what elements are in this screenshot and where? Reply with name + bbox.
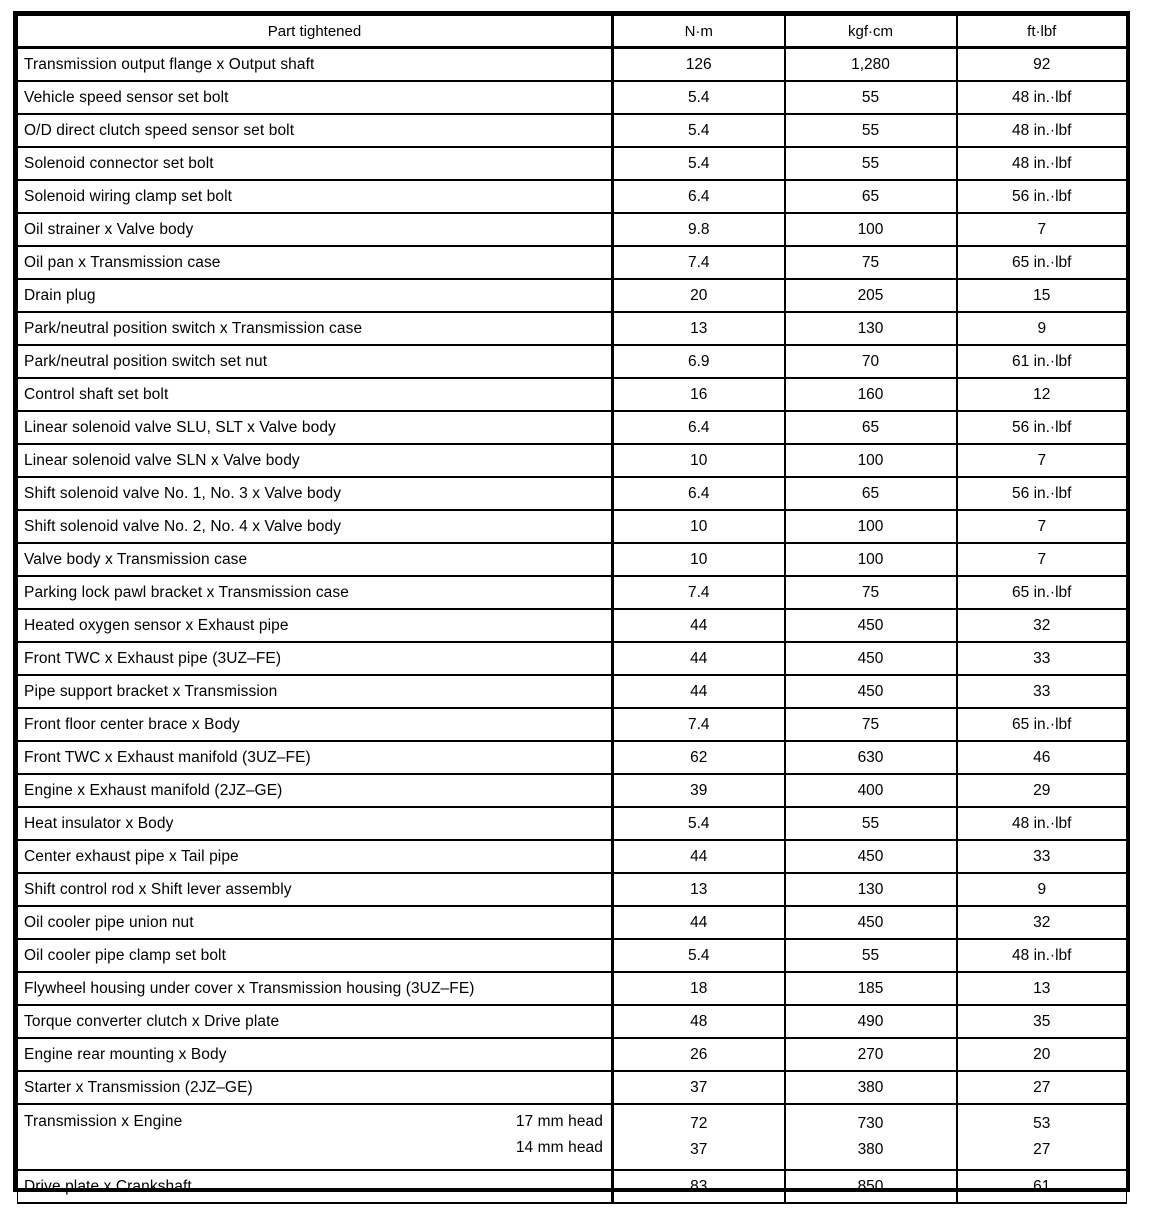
ft-cell: 65 in.·lbf	[957, 246, 1127, 279]
engine-row-part: Transmission x Engine	[24, 1113, 183, 1130]
table-row	[18, 906, 1127, 939]
table-row	[18, 807, 1127, 840]
kgf-cell: 100	[785, 543, 957, 576]
kgf-cell: 55	[785, 939, 957, 972]
ft-cell: 12	[957, 378, 1127, 411]
nm-cell: 6.4	[613, 180, 785, 213]
kgf-cell: 55	[785, 807, 957, 840]
table-row	[18, 840, 1127, 873]
nm-cell: 6.4	[613, 411, 785, 444]
ft-cell: 48 in.·lbf	[957, 114, 1127, 147]
table-row	[18, 246, 1127, 279]
ft-cell: 56 in.·lbf	[957, 411, 1127, 444]
ft-cell: 13	[957, 972, 1127, 1005]
nm-cell	[613, 1104, 785, 1170]
part-cell: Starter x Transmission (2JZ–GE)	[18, 1071, 613, 1104]
nm-cell: 18	[613, 972, 785, 1005]
part-cell: Shift solenoid valve No. 2, No. 4 x Valve body	[18, 510, 613, 543]
ft-cell: 61	[957, 1170, 1127, 1203]
kgf-cell	[785, 1104, 957, 1170]
table-row	[18, 1005, 1127, 1038]
ft-cell: 7	[957, 213, 1127, 246]
kgf-cell: 55	[785, 114, 957, 147]
ft-cell: 48 in.·lbf	[957, 147, 1127, 180]
nm-cell: 20	[613, 279, 785, 312]
ft-cell: 56 in.·lbf	[957, 180, 1127, 213]
kgf-cell: 850	[785, 1170, 957, 1203]
nm-cell: 44	[613, 642, 785, 675]
ft-14mm: 27	[1033, 1141, 1051, 1158]
kgf-cell: 100	[785, 444, 957, 477]
nm-cell: 5.4	[613, 939, 785, 972]
table-row	[18, 675, 1127, 708]
nm-cell: 5.4	[613, 147, 785, 180]
nm-cell: 7.4	[613, 246, 785, 279]
table-row	[18, 1038, 1127, 1071]
nm-cell: 16	[613, 378, 785, 411]
part-cell: Front TWC x Exhaust manifold (3UZ–FE)	[18, 741, 613, 774]
table-row	[18, 1170, 1127, 1203]
kgf-cell: 450	[785, 906, 957, 939]
nm-cell: 48	[613, 1005, 785, 1038]
part-cell: Solenoid connector set bolt	[18, 147, 613, 180]
part-cell: Drive plate x Crankshaft	[18, 1170, 613, 1203]
nm-17mm: 72	[690, 1115, 708, 1132]
part-cell: Park/neutral position switch set nut	[18, 345, 613, 378]
table-row	[18, 873, 1127, 906]
kgf-cell: 130	[785, 873, 957, 906]
ft-cell: 48 in.·lbf	[957, 807, 1127, 840]
part-cell: Engine x Exhaust manifold (2JZ–GE)	[18, 774, 613, 807]
table-row	[18, 1071, 1127, 1104]
ft-cell: 9	[957, 873, 1127, 906]
ft-cell: 32	[957, 609, 1127, 642]
ft-cell: 56 in.·lbf	[957, 477, 1127, 510]
nm-cell: 5.4	[613, 807, 785, 840]
sub-label-14mm: 14 mm head	[515, 1139, 603, 1156]
nm-cell: 44	[613, 675, 785, 708]
kgf-cell: 65	[785, 477, 957, 510]
table-row	[18, 81, 1127, 114]
table-row	[18, 213, 1127, 246]
part-cell: Oil cooler pipe union nut	[18, 906, 613, 939]
part-cell: Vehicle speed sensor set bolt	[18, 81, 613, 114]
nm-cell: 44	[613, 906, 785, 939]
ft-cell: 27	[957, 1071, 1127, 1104]
table-row	[18, 576, 1127, 609]
kgf-cell: 450	[785, 675, 957, 708]
part-cell: Drain plug	[18, 279, 613, 312]
ft-cell: 33	[957, 840, 1127, 873]
kgf-cell: 205	[785, 279, 957, 312]
part-cell: Heat insulator x Body	[18, 807, 613, 840]
table-row	[18, 114, 1127, 147]
ft-cell: 33	[957, 642, 1127, 675]
nm-cell: 13	[613, 873, 785, 906]
part-cell: Oil pan x Transmission case	[18, 246, 613, 279]
table-row	[18, 741, 1127, 774]
part-cell: Shift solenoid valve No. 1, No. 3 x Valve body	[18, 477, 613, 510]
ft-cell: 7	[957, 510, 1127, 543]
ft-cell: 7	[957, 543, 1127, 576]
ft-cell: 20	[957, 1038, 1127, 1071]
torque-spec-table	[17, 15, 1127, 1204]
table-row	[18, 642, 1127, 675]
table-body	[18, 48, 1127, 1204]
part-cell: Oil strainer x Valve body	[18, 213, 613, 246]
ft-cell: 48 in.·lbf	[957, 939, 1127, 972]
ft-cell: 35	[957, 1005, 1127, 1038]
part-cell: Front TWC x Exhaust pipe (3UZ–FE)	[18, 642, 613, 675]
table-row	[18, 444, 1127, 477]
ft-cell: 92	[957, 48, 1127, 82]
kgf-cell: 55	[785, 147, 957, 180]
table-row	[18, 477, 1127, 510]
part-cell: Control shaft set bolt	[18, 378, 613, 411]
kgf-cell: 75	[785, 576, 957, 609]
ft-cell: 32	[957, 906, 1127, 939]
nm-cell: 44	[613, 840, 785, 873]
part-cell	[18, 1104, 613, 1170]
table-header-row	[18, 16, 1127, 48]
kgf-cell: 100	[785, 213, 957, 246]
table-row	[18, 939, 1127, 972]
kgf-cell: 450	[785, 840, 957, 873]
kgf-cell: 380	[785, 1071, 957, 1104]
part-cell: Center exhaust pipe x Tail pipe	[18, 840, 613, 873]
nm-cell: 9.8	[613, 213, 785, 246]
ft-cell: 65 in.·lbf	[957, 708, 1127, 741]
kgf-cell: 270	[785, 1038, 957, 1071]
part-cell: O/D direct clutch speed sensor set bolt	[18, 114, 613, 147]
header-part-tightened: Part tightened	[18, 16, 613, 48]
part-cell: Parking lock pawl bracket x Transmission case	[18, 576, 613, 609]
part-cell: Park/neutral position switch x Transmission case	[18, 312, 613, 345]
sub-label-17mm: 17 mm head	[515, 1113, 603, 1130]
table-row	[18, 378, 1127, 411]
kgf-cell: 630	[785, 741, 957, 774]
table-row	[18, 411, 1127, 444]
kgf-cell: 160	[785, 378, 957, 411]
ft-17mm: 53	[1033, 1115, 1051, 1132]
header-ftlbf: ft·lbf	[957, 16, 1127, 48]
nm-cell: 7.4	[613, 576, 785, 609]
table-row-transmission-engine	[18, 1104, 1127, 1170]
table-row	[18, 279, 1127, 312]
part-cell: Linear solenoid valve SLN x Valve body	[18, 444, 613, 477]
kgf-cell: 70	[785, 345, 957, 378]
header-nm: N·m	[613, 16, 785, 48]
table-row	[18, 312, 1127, 345]
nm-cell: 44	[613, 609, 785, 642]
ft-cell: 9	[957, 312, 1127, 345]
kgf-cell: 1,280	[785, 48, 957, 82]
nm-cell: 7.4	[613, 708, 785, 741]
part-cell: Oil cooler pipe clamp set bolt	[18, 939, 613, 972]
kgf-cell: 450	[785, 642, 957, 675]
nm-cell: 62	[613, 741, 785, 774]
nm-cell: 83	[613, 1170, 785, 1203]
part-cell: Valve body x Transmission case	[18, 543, 613, 576]
ft-cell	[957, 1104, 1127, 1170]
torque-spec-table-frame	[13, 11, 1130, 1195]
kgf-cell: 450	[785, 609, 957, 642]
nm-14mm: 37	[690, 1141, 708, 1158]
nm-cell: 39	[613, 774, 785, 807]
nm-cell: 5.4	[613, 114, 785, 147]
nm-cell: 10	[613, 444, 785, 477]
nm-cell: 5.4	[613, 81, 785, 114]
kgf-cell: 400	[785, 774, 957, 807]
ft-cell: 15	[957, 279, 1127, 312]
ft-cell: 33	[957, 675, 1127, 708]
ft-cell: 7	[957, 444, 1127, 477]
kgf-cell: 185	[785, 972, 957, 1005]
part-cell: Flywheel housing under cover x Transmission housing (3UZ–FE)	[18, 972, 613, 1005]
table-row	[18, 972, 1127, 1005]
part-cell: Pipe support bracket x Transmission	[18, 675, 613, 708]
nm-cell: 6.9	[613, 345, 785, 378]
nm-cell: 126	[613, 48, 785, 82]
table-row	[18, 774, 1127, 807]
kgf-cell: 65	[785, 411, 957, 444]
kgf-cell: 55	[785, 81, 957, 114]
part-cell: Solenoid wiring clamp set bolt	[18, 180, 613, 213]
table-row	[18, 48, 1127, 82]
part-cell: Engine rear mounting x Body	[18, 1038, 613, 1071]
header-kgfcm: kgf·cm	[785, 16, 957, 48]
kgf-14mm: 380	[857, 1141, 884, 1158]
ft-cell: 46	[957, 741, 1127, 774]
kgf-cell: 65	[785, 180, 957, 213]
nm-cell: 10	[613, 543, 785, 576]
nm-cell: 13	[613, 312, 785, 345]
nm-cell: 37	[613, 1071, 785, 1104]
ft-cell: 29	[957, 774, 1127, 807]
table-row	[18, 180, 1127, 213]
kgf-cell: 75	[785, 246, 957, 279]
nm-cell: 10	[613, 510, 785, 543]
ft-cell: 48 in.·lbf	[957, 81, 1127, 114]
nm-cell: 26	[613, 1038, 785, 1071]
table-row	[18, 609, 1127, 642]
table-row	[18, 543, 1127, 576]
part-cell: Heated oxygen sensor x Exhaust pipe	[18, 609, 613, 642]
ft-cell: 65 in.·lbf	[957, 576, 1127, 609]
kgf-cell: 75	[785, 708, 957, 741]
part-cell: Shift control rod x Shift lever assembly	[18, 873, 613, 906]
kgf-cell: 100	[785, 510, 957, 543]
part-cell: Transmission output flange x Output shaft	[18, 48, 613, 82]
nm-cell: 6.4	[613, 477, 785, 510]
kgf-cell: 490	[785, 1005, 957, 1038]
table-row	[18, 708, 1127, 741]
table-row	[18, 510, 1127, 543]
part-cell: Torque converter clutch x Drive plate	[18, 1005, 613, 1038]
kgf-17mm: 730	[857, 1115, 884, 1132]
part-cell: Linear solenoid valve SLU, SLT x Valve body	[18, 411, 613, 444]
kgf-cell: 130	[785, 312, 957, 345]
table-row	[18, 345, 1127, 378]
table-row	[18, 147, 1127, 180]
part-cell: Front floor center brace x Body	[18, 708, 613, 741]
ft-cell: 61 in.·lbf	[957, 345, 1127, 378]
